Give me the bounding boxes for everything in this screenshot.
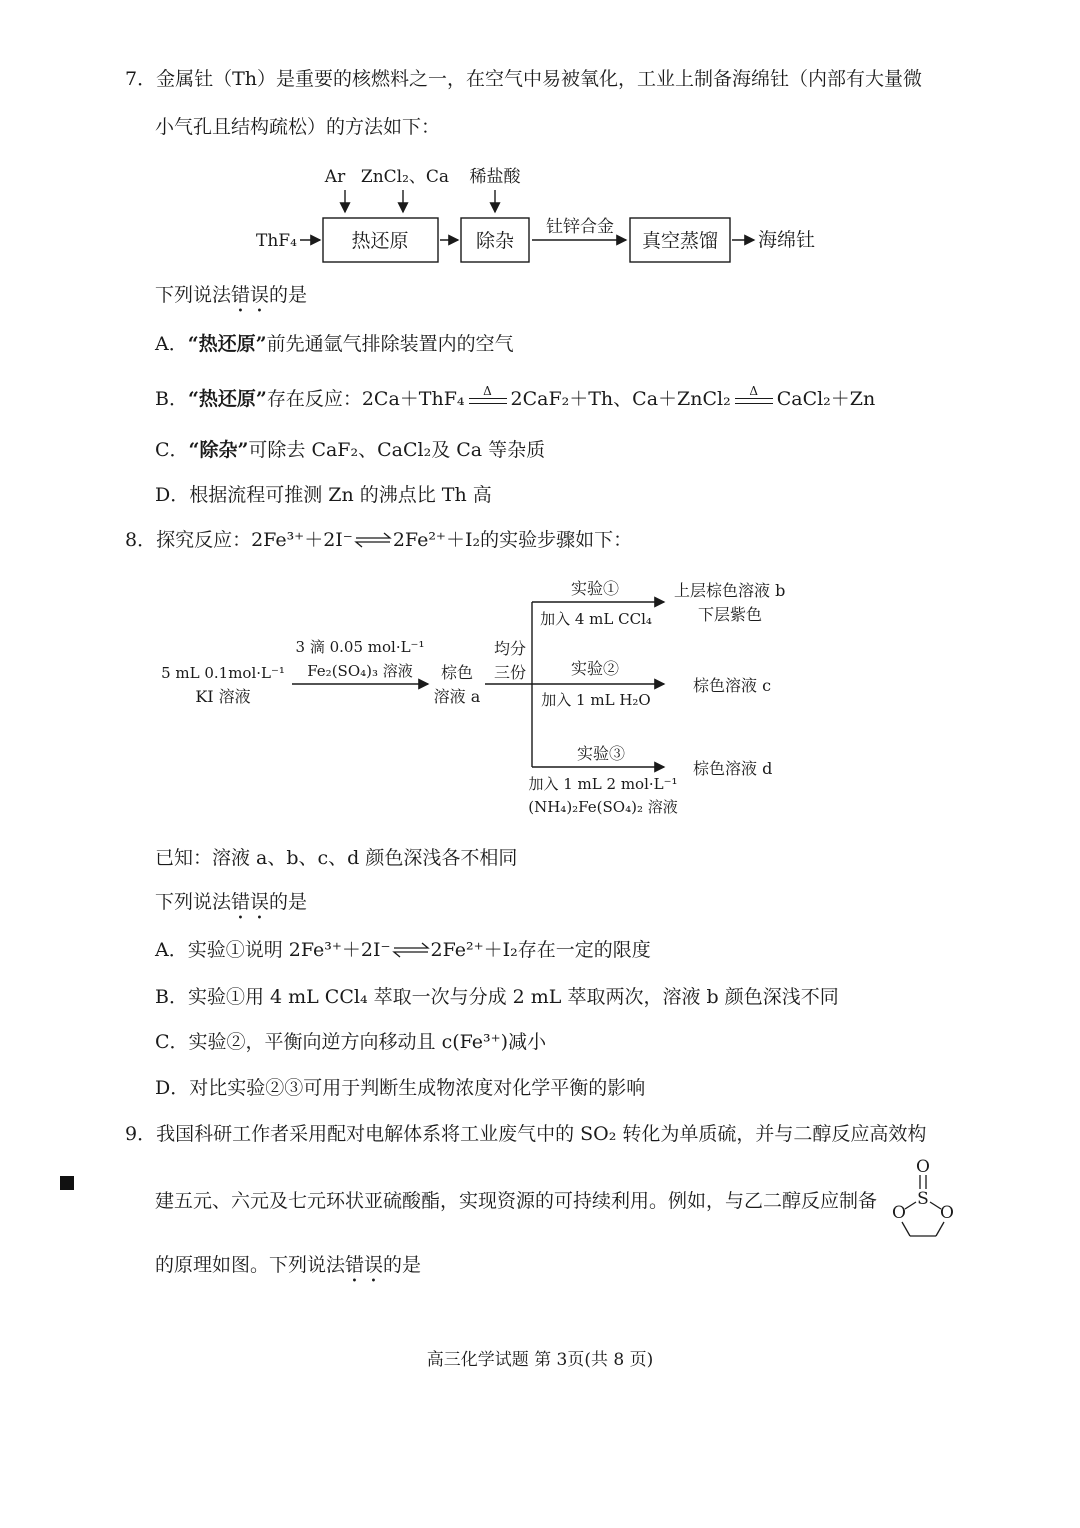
q7-input-hcl: 稀盐酸 [469,167,521,187]
q7-option-d: D．根据流程可推测 Zn 的沸点比 Th 高 [155,484,492,506]
q8-known: 已知：溶液 a、b、c、d 颜色深浅各不相同 [155,847,518,869]
q8-exp2-reagent: 加入 1 mL H₂O [541,691,651,709]
q7-mid-label: 钍锌合金 [546,217,614,237]
q7-emphasis-wrong: 错误 [231,284,270,306]
q7-option-b: B．“热还原”存在反应：2Ca＋ThF₄ Δ 2CaF₂＋Th、Ca＋ZnCl₂ Δ CaCl₂＋Zn [155,384,876,410]
q7-flow-diagram [240,160,860,270]
q7-start-thf4: ThF₄ [256,231,297,251]
q8-option-c: C．实验②，平衡向逆方向移动且 c(Fe³⁺)减小 [155,1031,547,1053]
q8-exp1-reagent: 加入 4 mL CCl₄ [540,610,652,628]
mol-bond-s-o-left [905,1202,916,1209]
cyclic-sulfite-molecule [888,1152,958,1242]
q8-exp3-reagent1: 加入 1 mL 2 mol·L⁻¹ [528,775,678,793]
mol-o-right: O [940,1203,954,1223]
q7-input-zncl2-ca: ZnCl₂、Ca [360,167,450,187]
q7-box3-label: 真空蒸馏 [641,230,719,252]
q8-reagent-line2: Fe₂(SO₄)₃ 溶液 [307,662,413,680]
q8-reagent-line1: 3 滴 0.05 mol·L⁻¹ [295,638,425,656]
q9-line2: 建五元、六元及七元环状亚硫酸酯，实现资源的可持续利用。例如，与乙二醇反应制备 [155,1190,878,1212]
reversible-arrow-icon [391,937,431,963]
q8-prompt: 下列说法错误的是 [155,891,308,913]
q8-split-line1: 均分 [493,639,527,658]
q7-box2-label: 除杂 [475,230,515,252]
q7-stem-line2: 小气孔且结构疏松）的方法如下： [155,116,441,138]
q9-line1: 9．我国科研工作者采用配对电解体系将工业废气中的 SO₂ 转化为单质硫，并与二醇反应高效构 [125,1123,927,1145]
q8-exp2-result: 棕色溶液 c [693,676,772,695]
mol-o-top: O [916,1157,930,1177]
heating-equals-sign-1: Δ [465,386,511,412]
q9-emphasis-wrong: 错误 [345,1254,384,1276]
q8-exp3-result: 棕色溶液 d [693,759,773,778]
q8-exp3-label: 实验③ [576,744,626,763]
q8-start-line1: 5 mL 0.1mol·L⁻¹ [161,664,285,682]
q8-option-a: A．实验①说明 2Fe³⁺＋2I⁻ 2Fe²⁺＋I₂存在一定的限度 [155,939,651,961]
q7-box1-label: 热还原 [351,230,409,252]
mol-s: S [917,1189,929,1209]
q9-line3: 的原理如图。下列说法错误的是 [155,1254,422,1276]
q8-emphasis-wrong: 错误 [231,891,270,913]
q8-sol-a-line1: 棕色 [440,663,474,682]
heating-equals-sign-2: Δ [731,386,777,412]
q7-option-a: A．“热还原”前先通氩气排除装置内的空气 [155,333,514,355]
q8-experiment-diagram [150,570,830,825]
q8-sol-a-line2: 溶液 a [433,687,481,706]
q8-exp1-result1: 上层棕色溶液 b [674,581,786,600]
q8-exp2-label: 实验② [570,659,620,678]
q8-split-line2: 三份 [493,663,527,682]
q8-exp3-reagent2: (NH₄)₂Fe(SO₄)₂ 溶液 [528,798,678,816]
q8-exp1-label: 实验① [570,579,620,598]
mol-bond-o-c-left [902,1222,910,1236]
q8-option-b: B．实验①用 4 mL CCl₄ 萃取一次与分成 2 mL 萃取两次，溶液 b 颜色深浅不同 [155,986,839,1008]
q8-start-line2: KI 溶液 [195,687,251,706]
q7-option-c: C．“除杂”可除去 CaF₂、CaCl₂及 Ca 等杂质 [155,439,546,461]
page-footer: 高三化学试题 第 3页(共 8 页) [426,1350,654,1370]
q8-stem: 8．探究反应：2Fe³⁺＋2I⁻ 2Fe²⁺＋I₂的实验步骤如下： [125,529,633,551]
q7-end-label: 海绵钍 [758,229,816,251]
reversible-arrow-icon [353,527,393,553]
q8-option-d: D．对比实验②③可用于判断生成物浓度对化学平衡的影响 [155,1077,646,1099]
mol-o-left: O [892,1203,906,1223]
q7-prompt: 下列说法错误的是 [155,284,308,306]
q7-stem-line1: 7．金属钍（Th）是重要的核燃料之一，在空气中易被氧化，工业上制备海绵钍（内部有大量微 [125,68,923,90]
q8-exp1-result2: 下层紫色 [698,605,763,624]
margin-marker [60,1176,74,1190]
q7-input-ar: Ar [324,167,346,187]
mol-bond-c-o-right [936,1222,944,1236]
